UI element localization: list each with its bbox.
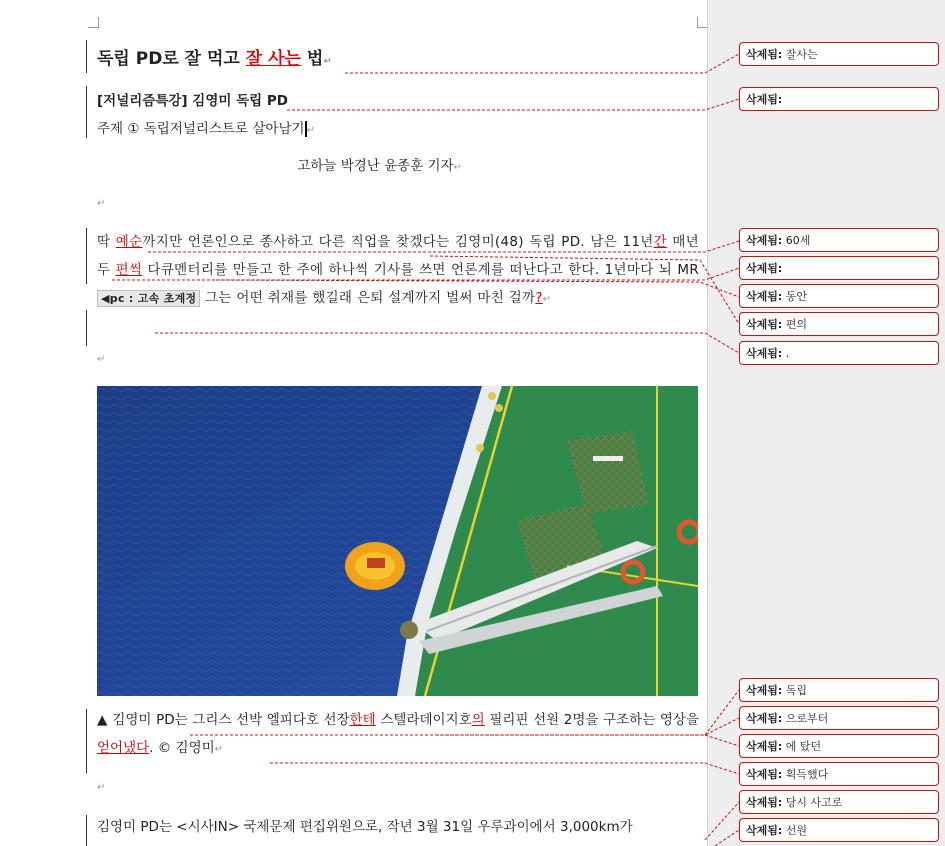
comment-label: 삭제됨: bbox=[746, 684, 783, 697]
body-text: 김영미 PD는 <시사IN> 국제문제 편집위원으로, 작년 3월 31일 우루과이에서 3,000km가 bbox=[97, 819, 633, 835]
reporter-byline[interactable] bbox=[297, 154, 462, 174]
comment-label: 삭제됨: bbox=[746, 48, 783, 61]
empty-paragraph[interactable]: ↵ bbox=[97, 782, 106, 793]
comment-balloon-9[interactable] bbox=[739, 706, 939, 730]
comment-text: 으로부터 bbox=[785, 712, 829, 725]
caption-text: 필리핀 선원 2명을 구조하는 영상을 bbox=[484, 712, 700, 728]
body-text: 까지만 언론인으로 종사하고 다른 직업을 찾겠다는 김영미(48) 독립 PD. 남은 11년 bbox=[142, 234, 654, 250]
title-text-end: 법 bbox=[300, 49, 324, 69]
caption-text: . © 김영미 bbox=[149, 740, 215, 756]
caption-text: ▲ 김영미 PD는 그리스 선박 엘피다호 선장 bbox=[97, 712, 350, 728]
paragraph-mark: ↵ bbox=[542, 294, 552, 305]
body-text: 그는 어떤 취재를 했길래 은퇴 설계까지 벌써 마친 걸까 bbox=[200, 290, 536, 306]
comment-balloon-13[interactable] bbox=[739, 818, 939, 842]
comment-label: 삭제됨: bbox=[746, 93, 783, 106]
photo-image bbox=[97, 386, 698, 696]
comment-label: 삭제됨: bbox=[746, 712, 783, 725]
comment-text: 당시 사고로 bbox=[785, 796, 843, 809]
comment-text: 에 탔던 bbox=[785, 740, 822, 753]
document-subtitle[interactable] bbox=[97, 89, 288, 109]
mr-tag-text: pc : 고속 초계정 bbox=[109, 292, 197, 305]
caption-text: 스텔라데이지호 bbox=[375, 712, 472, 728]
change-bar bbox=[86, 815, 87, 846]
paragraph-mark: ↵ bbox=[453, 162, 462, 173]
inserted-text: 얻어냈다 bbox=[97, 740, 150, 756]
comment-text: 편의 bbox=[785, 318, 808, 331]
change-bar bbox=[86, 228, 87, 284]
inserted-text: 의 bbox=[471, 712, 485, 728]
comment-label: 삭제됨: bbox=[746, 318, 783, 331]
comment-text: 획득했다 bbox=[785, 768, 829, 781]
paragraph-mark: ↵ bbox=[323, 56, 332, 67]
comment-balloon-6[interactable] bbox=[739, 312, 939, 336]
mr-tooltip-tag[interactable]: ◀pc : 고속 초계정 bbox=[97, 290, 200, 307]
inserted-text: 편씩 bbox=[115, 262, 143, 278]
comment-label: 삭제됨: bbox=[746, 262, 783, 275]
comment-label: 삭제됨: bbox=[746, 768, 783, 781]
photo-caption[interactable] bbox=[97, 706, 699, 764]
topic-line[interactable] bbox=[97, 117, 315, 137]
topic-text: 주제 ① 독립저널리스트로 살아남기 bbox=[97, 121, 305, 137]
comment-balloon-1[interactable] bbox=[739, 42, 939, 66]
change-bar bbox=[86, 86, 87, 138]
comment-balloon-12[interactable] bbox=[739, 790, 939, 814]
paragraph-mark: ↵ bbox=[214, 744, 224, 755]
comment-text: 60세 bbox=[785, 234, 811, 247]
comment-balloon-5[interactable] bbox=[739, 284, 939, 308]
inserted-text: 한테 bbox=[349, 712, 376, 728]
body-text: 매년 두 bbox=[97, 234, 700, 278]
change-bar bbox=[86, 709, 87, 773]
comment-balloon-4[interactable] bbox=[739, 256, 939, 280]
inserted-text: 잘 사는 bbox=[245, 49, 301, 69]
change-bar bbox=[86, 310, 87, 346]
comment-text: 잘사는 bbox=[785, 48, 818, 61]
comment-text: 동안 bbox=[785, 290, 808, 303]
comment-balloon-8[interactable] bbox=[739, 678, 939, 702]
comment-balloon-7[interactable] bbox=[739, 341, 939, 365]
comment-label: 삭제됨: bbox=[746, 234, 783, 247]
inserted-text: 예순 bbox=[115, 234, 143, 250]
comment-balloon-2[interactable] bbox=[739, 87, 939, 111]
change-bar bbox=[86, 40, 87, 73]
comment-text: . bbox=[785, 347, 790, 360]
paragraph-mark: ↵ bbox=[306, 125, 315, 136]
subtitle-text: [저널리즘특강] 김영미 독립 PD bbox=[97, 93, 288, 109]
page-corner-top-left bbox=[88, 17, 99, 28]
body-paragraph-2[interactable] bbox=[97, 813, 699, 841]
ship-rescue-photo[interactable] bbox=[97, 386, 698, 696]
comment-balloon-11[interactable] bbox=[739, 762, 939, 786]
comment-text: 선원 bbox=[785, 824, 808, 837]
comment-label: 삭제됨: bbox=[746, 824, 783, 837]
body-text: 딱 bbox=[97, 234, 116, 250]
comment-label: 삭제됨: bbox=[746, 347, 783, 360]
comment-balloon-3[interactable] bbox=[739, 228, 939, 252]
comment-label: 삭제됨: bbox=[746, 740, 783, 753]
document-title[interactable] bbox=[97, 44, 332, 69]
title-text: 독립 PD로 잘 먹고 bbox=[97, 49, 246, 69]
comment-text: 독립 bbox=[785, 684, 808, 697]
comment-balloon-10[interactable] bbox=[739, 734, 939, 758]
reporter-text: 고하늘 박경난 윤종훈 기자 bbox=[297, 158, 454, 174]
empty-paragraph[interactable]: ↵ bbox=[97, 198, 106, 209]
inserted-text: 간 bbox=[653, 234, 667, 250]
inserted-text: ? bbox=[535, 290, 543, 306]
comment-label: 삭제됨: bbox=[746, 796, 783, 809]
empty-paragraph[interactable]: ↵ bbox=[97, 354, 106, 365]
body-text: 다큐멘터리를 만들고 한 주에 하나씩 기사를 쓰면 언론계를 떠난다고 한다. 1년마다 뇌 MR bbox=[142, 262, 699, 278]
comment-label: 삭제됨: bbox=[746, 290, 783, 303]
body-paragraph-1[interactable] bbox=[97, 228, 699, 314]
